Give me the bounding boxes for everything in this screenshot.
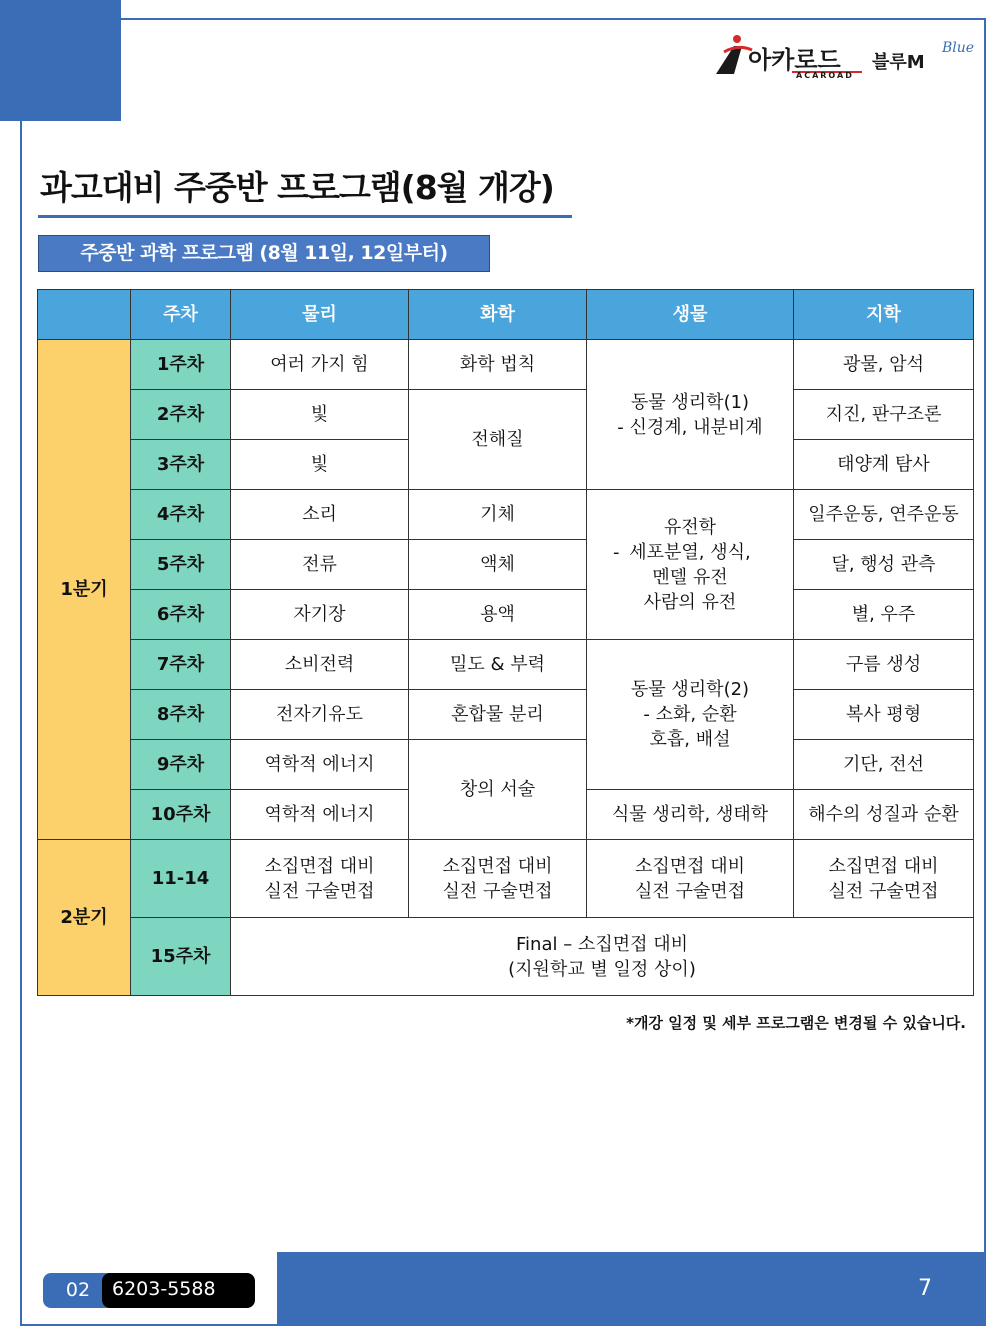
- earth-cell: 광물, 암석: [794, 340, 974, 390]
- table-row: [38, 640, 974, 690]
- biology-line: 유전학: [663, 516, 717, 538]
- final-line: (지원학교 별 일정 상이): [508, 958, 696, 980]
- biology-line: - 소화, 순환: [643, 704, 737, 725]
- chemistry-cell: 기체: [409, 490, 587, 540]
- header-blank: [38, 290, 131, 340]
- final-line: Final – 소집면접 대비: [516, 933, 688, 955]
- footer-bar: [277, 1252, 986, 1326]
- biology-block-1: [587, 340, 794, 490]
- earth-cell: 일주운동, 연주운동: [794, 490, 974, 540]
- table-row: [38, 340, 974, 390]
- week-label: 1주차: [131, 340, 231, 390]
- biology-interview-cell: [587, 840, 794, 918]
- physics-cell: 자기장: [231, 590, 409, 640]
- corner-block: [0, 0, 121, 121]
- logo-sub: ACAROAD: [796, 71, 854, 80]
- biology-line: 호흡, 배설: [649, 729, 731, 750]
- table-row: [38, 540, 974, 590]
- earth-cell: 복사 평형: [794, 690, 974, 740]
- chemistry-cell: 액체: [409, 540, 587, 590]
- header-row: [38, 290, 974, 340]
- earth-cell: 지진, 판구조론: [794, 390, 974, 440]
- biology-line: 사람의 유전: [643, 591, 737, 613]
- table-row: [38, 490, 974, 540]
- final-cell: [231, 918, 974, 996]
- interview-line: 소집면접 대비: [634, 855, 746, 877]
- week-label: 2주차: [131, 390, 231, 440]
- table-row: [38, 918, 974, 996]
- week-label: 5주차: [131, 540, 231, 590]
- schedule-table: [37, 289, 974, 996]
- header-week: 주차: [131, 290, 231, 340]
- biology-dash: -: [613, 541, 620, 563]
- week-label: 3주차: [131, 440, 231, 490]
- week-label: 7주차: [131, 640, 231, 690]
- physics-cell: 역학적 에너지: [231, 790, 409, 840]
- chemistry-cell: 화학 법칙: [409, 340, 587, 390]
- interview-line: 실전 구술면접: [828, 880, 939, 902]
- header-biology: 생물: [587, 290, 794, 340]
- biology-block-2: [587, 490, 794, 640]
- phone-number: 6203-5588: [102, 1273, 255, 1308]
- week-label: 6주차: [131, 590, 231, 640]
- page-number: 7: [918, 1276, 932, 1301]
- biology-line: 동물 생리학(1): [630, 391, 750, 413]
- table-row: [38, 590, 974, 640]
- quarter-2: 2분기: [38, 840, 131, 996]
- physics-cell: 소비전력: [231, 640, 409, 690]
- biology-line: 동물 생리학(2): [630, 679, 750, 700]
- interview-line: 실전 구술면접: [442, 880, 553, 902]
- earth-cell: 달, 행성 관측: [794, 540, 974, 590]
- table-row: [38, 690, 974, 740]
- logo-dot: [733, 35, 741, 43]
- chemistry-cell: 전해질: [409, 390, 587, 490]
- physics-cell: 빛: [231, 440, 409, 490]
- quarter-1: 1분기: [38, 340, 131, 840]
- physics-interview-cell: [231, 840, 409, 918]
- physics-cell: 여러 가지 힘: [231, 340, 409, 390]
- week-label: 4주차: [131, 490, 231, 540]
- chemistry-cell: 창의 서술: [409, 740, 587, 840]
- chemistry-cell: 밀도 & 부력: [409, 640, 587, 690]
- interview-line: 실전 구술면접: [634, 880, 746, 902]
- interview-line: 소집면접 대비: [264, 855, 375, 877]
- interview-line: 소집면접 대비: [828, 855, 939, 877]
- interview-line: 실전 구술면접: [264, 880, 375, 902]
- acaroad-logo: [712, 30, 982, 82]
- biology-cell: 식물 생리학, 생태학: [587, 790, 794, 840]
- table-row: [38, 390, 974, 440]
- week-label: 8주차: [131, 690, 231, 740]
- phone-area-code: 02: [43, 1273, 113, 1308]
- interview-line: 소집면접 대비: [442, 855, 553, 877]
- biology-line: - 신경계, 내분비계: [617, 416, 763, 438]
- table-row: [38, 740, 974, 790]
- page-title: 과고대비 주중반 프로그램(8월 개강): [40, 168, 554, 207]
- title-underline: [38, 215, 572, 218]
- logo-name: 아카로드: [748, 46, 841, 74]
- table-row: [38, 840, 974, 918]
- header-earth-science: 지학: [794, 290, 974, 340]
- physics-cell: 역학적 에너지: [231, 740, 409, 790]
- schedule-note: *개강 일정 및 세부 프로그램은 변경될 수 있습니다.: [626, 1014, 966, 1032]
- biology-block-3: [587, 640, 794, 790]
- biology-list: [589, 540, 791, 615]
- week-label: 11-14: [131, 840, 231, 918]
- earth-cell: 기단, 전선: [794, 740, 974, 790]
- physics-cell: 전류: [231, 540, 409, 590]
- week-label: 15주차: [131, 918, 231, 996]
- chemistry-cell: 용액: [409, 590, 587, 640]
- earth-cell: 태양계 탐사: [794, 440, 974, 490]
- week-label: 9주차: [131, 740, 231, 790]
- logo-script: Blue: [942, 40, 975, 56]
- chemistry-interview-cell: [409, 840, 587, 918]
- earth-cell: 별, 우주: [794, 590, 974, 640]
- header-chemistry: 화학: [409, 290, 587, 340]
- physics-cell: 빛: [231, 390, 409, 440]
- physics-cell: 소리: [231, 490, 409, 540]
- week-label: 10주차: [131, 790, 231, 840]
- earth-cell: 해수의 성질과 순환: [794, 790, 974, 840]
- earth-cell: 구름 생성: [794, 640, 974, 690]
- earth-interview-cell: [794, 840, 974, 918]
- biology-line: 세포분열, 생식,: [629, 541, 751, 563]
- physics-cell: 전자기유도: [231, 690, 409, 740]
- logo-product: 블루M: [872, 52, 925, 73]
- program-subtitle: 주중반 과학 프로그램 (8월 11일, 12일부터): [38, 235, 490, 272]
- biology-line: 멘델 유전: [652, 566, 728, 588]
- chemistry-cell: 혼합물 분리: [409, 690, 587, 740]
- header-physics: 물리: [231, 290, 409, 340]
